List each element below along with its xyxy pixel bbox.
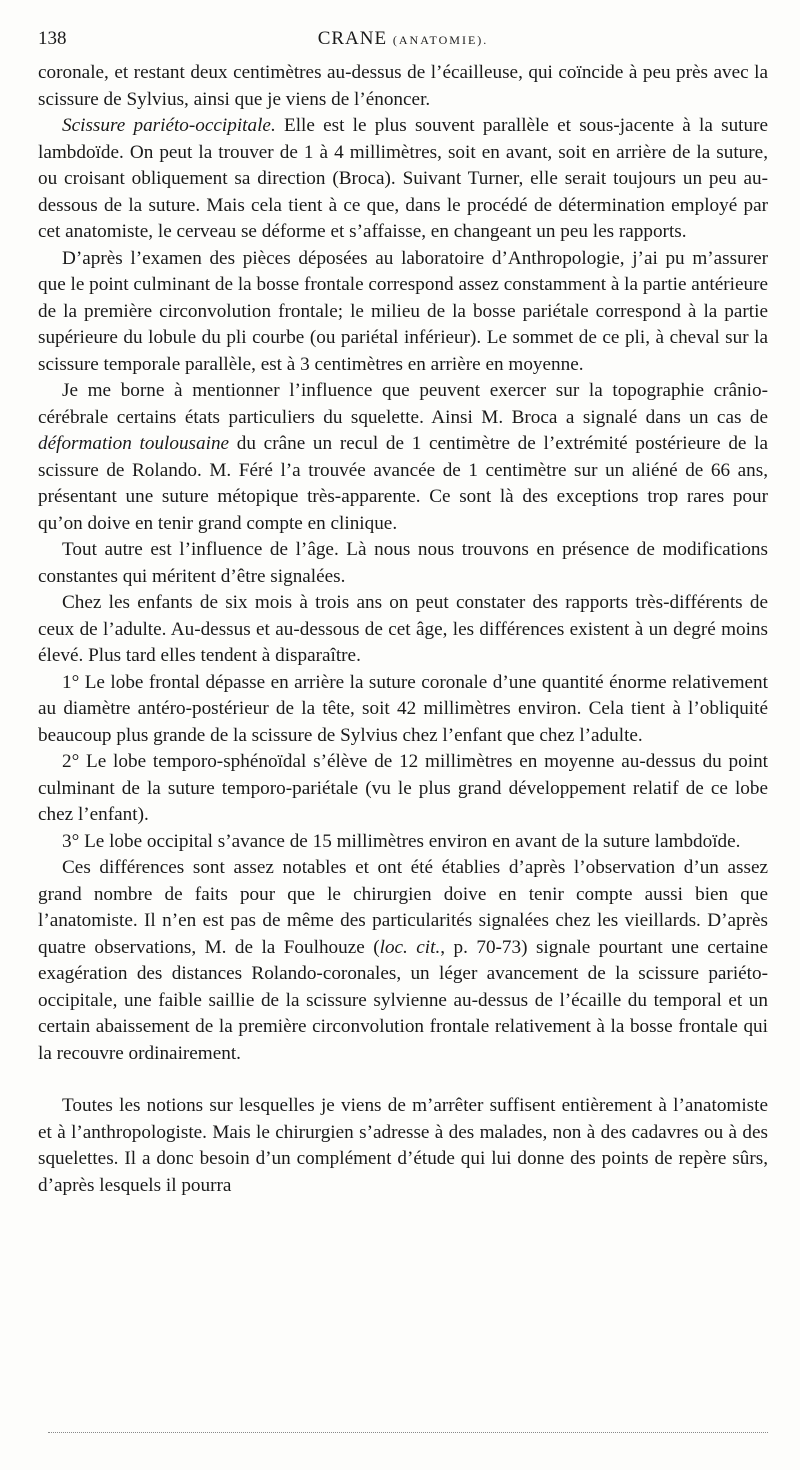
text-run: D’après l’examen des pièces déposées au laboratoire d’Anthropologie, j’ai pu m’assurer que le point culminant de la bosse frontale correspond assez constamment à la partie antérieure de la première circonvolution frontale; le milieu de la bosse pariétale correspond à la partie supérieure du lobule du pli courbe (ou pariétal inférieur). Le sommet de ce pli, à cheval sur la scissure temporale parallèle, est à 3 centimètres en arrière en moyenne. <box>38 247 768 375</box>
paragraph <box>38 60 768 113</box>
text-run: Ces différences sont assez notables et ont été établies d’après l’observation d’un assez grand nombre de faits pour que le chirurgien doive en tenir compte aussi bien que l’anatomiste. Il n’en est pas de même des particularités signalées chez les vieillards. D’après quatre observations, M. de la Foulhouze ( <box>38 857 768 958</box>
running-head-subtitle: (ANATOMIE). <box>392 33 489 47</box>
paragraph <box>38 829 768 856</box>
paragraph <box>38 378 768 537</box>
body-text <box>38 60 768 1199</box>
running-head-title: CRANE <box>317 28 388 49</box>
paragraph <box>38 670 768 750</box>
paragraph <box>38 246 768 379</box>
italic-text-run: loc. cit. <box>379 936 441 958</box>
text-run: Chez les enfants de six mois à trois ans on peut constater des rapports très-différents de ceux de l’adulte. Au-dessus et au-dessous de cet âge, les différences existent à un degré moins élevé. Plus tard elles tendent à disparaître. <box>38 592 768 666</box>
paragraph <box>38 855 768 1067</box>
text-run: coronale, et restant deux centimètres au-dessus de l’écailleuse, qui coïncide à peu près avec la scissure de Sylvius, ainsi que je viens de l’énoncer. <box>38 62 768 110</box>
paragraph <box>38 1093 768 1199</box>
paragraph <box>38 537 768 590</box>
italic-text-run: déformation toulousaine <box>38 433 230 454</box>
page-number: 138 <box>38 28 67 49</box>
text-run: , p. 70-73) signale pourtant une certaine exagération des distances Rolando-coronales, un léger avancement de la scissure pariéto-occipitale, une faible saillie de la scissure sylvienne au-dessus de l’écaille du temporal et un certain abaissement de la première circonvolution frontale relativement à la bosse frontale qui la recouvre ordinairement. <box>38 936 768 1064</box>
paragraph <box>38 113 768 246</box>
running-head <box>38 28 768 50</box>
text-run: Elle est le plus souvent parallèle et sous-jacente à la suture lambdoïde. On peut la trouver de 1 à 4 millimètres, soit en avant, soit en arrière de la suture, ou croisant obliquement sa direction (Broca). Suivant Turner, elle serait toujours un peu au-dessous de la suture. Mais cela tient à ce que, dans le procédé de détermination employé par cet anatomiste, le cerveau se déforme et s’affaisse, en changeant un peu les rapports. <box>38 115 768 242</box>
text-run: 3° Le lobe occipital s’avance de 15 millimètres environ en avant de la suture lambdoïde. <box>62 830 741 852</box>
paragraph <box>38 590 768 670</box>
text-run: Je me borne à mentionner l’influence que peuvent exercer sur la topographie crânio-cérébrale certains états particuliers du squelette. Ainsi M. Broca a signalé dans un cas de <box>38 380 768 428</box>
text-run: 1° Le lobe frontal dépasse en arrière la suture coronale d’une quantité énorme relativement au diamètre antéro-postérieur de la tête, soit 42 millimètres environ. Cela tient à l’obliquité beaucoup plus grande de la scissure de Sylvius chez l’enfant que chez l’adulte. <box>38 671 768 746</box>
text-run: 2° Le lobe temporo-sphénoïdal s’élève de 12 millimètres en moyenne au-dessus du point culminant de la suture temporo-pariétale (vu le plus grand développement relatif de ce lobe chez l’enfant). <box>38 751 768 825</box>
text-run: du crâne un recul de 1 centimètre de l’extrémité postérieure de la scissure de Rolando. M. Féré l’a trouvée avancée de 1 centimètre sur un aliéné de 66 ans, présentant une suture métopique très-apparente. Ce sont là des exceptions trop rares pour qu’on doive en tenir grand compte en clinique. <box>38 433 769 534</box>
text-run: Toutes les notions sur lesquelles je viens de m’arrêter suffisent entièrement à l’anatomiste et à l’anthropologiste. Mais le chirurgien s’adresse à des malades, non à des cadavres ou à des squelettes. Il a donc besoin d’un complément d’étude qui lui donne des points de repère sûrs, d’après lesquels il pourra <box>38 1095 768 1196</box>
paragraph <box>38 749 768 829</box>
italic-text-run: Scissure pariéto-occipitale. <box>62 115 276 136</box>
text-run: Tout autre est l’influence de l’âge. Là nous nous trouvons en présence de modifications constantes qui méritent d’être signalées. <box>38 539 768 587</box>
footer-dotted-rule <box>48 1432 768 1433</box>
page-header <box>38 28 768 56</box>
